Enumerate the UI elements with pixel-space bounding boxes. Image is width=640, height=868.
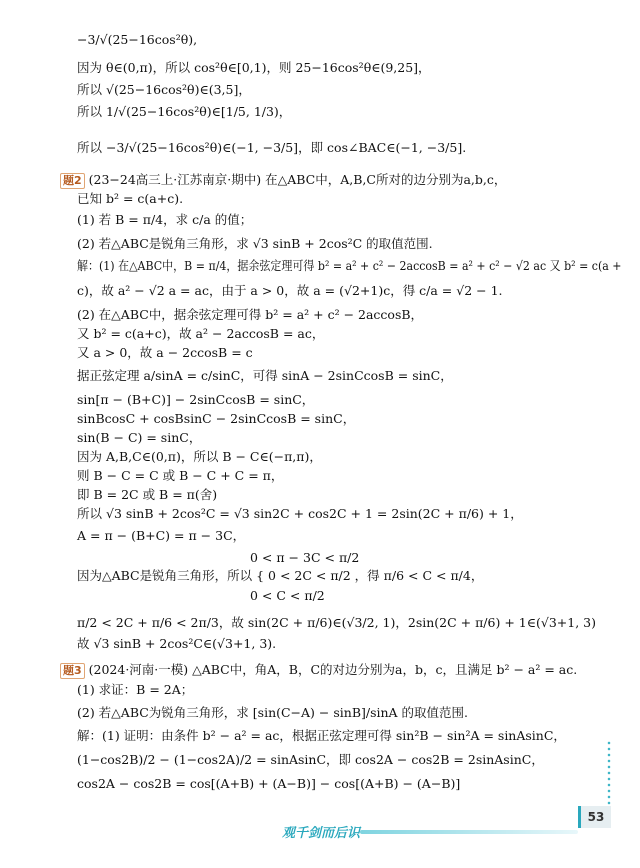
text-line: (2) 若△ABC为锐角三角形，求 [sin(C−A) − sinB]/sinA 的取值范围. xyxy=(77,705,469,720)
text-line: π/2 < 2C + π/6 < 2π/3，故 sin(2C + π/6)∈(√3/2, 1)，2sin(2C + π/6) + 1∈(√3+1, 3) xyxy=(77,615,596,630)
text-line: 解：(1) 证明：由条件 b² − a² = ac，根据正弦定理可得 sin²B − sin²A = sinAsinC， xyxy=(77,728,566,743)
problem-3-header xyxy=(60,662,577,679)
text-line: sin[π − (B+C)] − 2sinCcosB = sinC， xyxy=(77,392,315,407)
text-line: (23−24高三上·江苏南京·期中) 在△ABC中，A,B,C所对的边分别为a,b,c， xyxy=(88,172,507,187)
text-line: 因为△ABC是锐角三角形，所以 { 0 < 2C < π/2 ，得 π/6 < C < π/4， xyxy=(77,568,484,583)
case-line: 0 < π − 3C < π/2 xyxy=(250,550,360,565)
text-line: 所以 −3/√(25−16cos²θ)∈(−1, −3/5]，即 cos∠BAC∈(−1, −3/5]. xyxy=(77,140,467,155)
text-line: (1) 求证：B = 2A； xyxy=(77,682,194,697)
text-line: 即 B = 2C 或 B = π(舍) xyxy=(77,487,218,502)
case-line: 0 < C < π/2 xyxy=(250,588,325,603)
text-line: (2) 在△ABC中，据余弦定理可得 b² = a² + c² − 2accosB， xyxy=(77,307,424,322)
text-line: (1) 若 B = π/4，求 c/a 的值； xyxy=(77,212,253,227)
text-line: cos2A − cos2B = cos[(A+B) + (A−B)] − cos[(A+B) − (A−B)] xyxy=(77,776,461,791)
text-line: (1−cos2B)/2 − (1−cos2A)/2 = sinAsinC，即 cos2A − cos2B = 2sinAsinC， xyxy=(77,752,544,767)
text-line: 又 a > 0，故 a − 2ccosB = c xyxy=(77,345,253,360)
text-line: sin(B − C) = sinC， xyxy=(77,430,202,445)
text-line: A = π − (B+C) = π − 3C， xyxy=(77,528,246,543)
text-line: c)，故 a² − √2 a = ac，由于 a > 0，故 a = (√2+1)c，得 c/a = √2 − 1. xyxy=(77,283,503,298)
footer-motto: 观千剑而后识 xyxy=(282,826,361,841)
text-line: 所以 √(25−16cos²θ)∈(3,5]， xyxy=(77,82,251,97)
text-line: −3/√(25−16cos²θ), xyxy=(77,32,198,47)
text-line: sinBcosC + cosBsinC − 2sinCcosB = sinC， xyxy=(77,411,356,426)
text-line: (2) 若△ABC是锐角三角形，求 √3 sinB + 2cos²C 的取值范围. xyxy=(77,236,433,251)
page-number: 53 xyxy=(578,806,611,828)
problem-2-header xyxy=(60,172,506,189)
text-line: 又 b² = c(a+c)，故 a² − 2accosB = ac， xyxy=(77,326,325,341)
footer-bar xyxy=(360,830,578,834)
text-line: 据正弦定理 a/sinA = c/sinC，可得 sinA − 2sinCcosB = sinC， xyxy=(77,368,453,383)
text-line: (2024·河南·一模) △ABC中，角A，B，C的对边分别为a，b，c，且满足 b² − a² = ac. xyxy=(88,662,578,677)
text-line: 所以 1/√(25−16cos²θ)∈[1/5, 1/3)， xyxy=(77,104,292,119)
problem-tag: 题3 xyxy=(60,663,85,679)
text-line: 因为 θ∈(0,π)，所以 cos²θ∈[0,1)，则 25−16cos²θ∈(9,25]， xyxy=(77,60,431,75)
text-line: 故 √3 sinB + 2cos²C∈(√3+1, 3). xyxy=(77,636,277,651)
problem-tag: 题2 xyxy=(60,173,85,189)
text-line: 所以 √3 sinB + 2cos²C = √3 sin2C + cos2C + 1 = 2sin(2C + π/6) + 1， xyxy=(77,506,523,521)
text-line: 因为 A,B,C∈(0,π)，所以 B − C∈(−π,π)， xyxy=(77,449,322,464)
text-line: 解：(1) 在△ABC中，B = π/4，据余弦定理可得 b² = a² + c² − 2accosB = a² + c² − √2 ac 又 b² = c(a + xyxy=(77,258,622,273)
text-line: 则 B − C = C 或 B − C + C = π， xyxy=(77,468,284,483)
text-line: 已知 b² = c(a+c). xyxy=(77,191,184,206)
